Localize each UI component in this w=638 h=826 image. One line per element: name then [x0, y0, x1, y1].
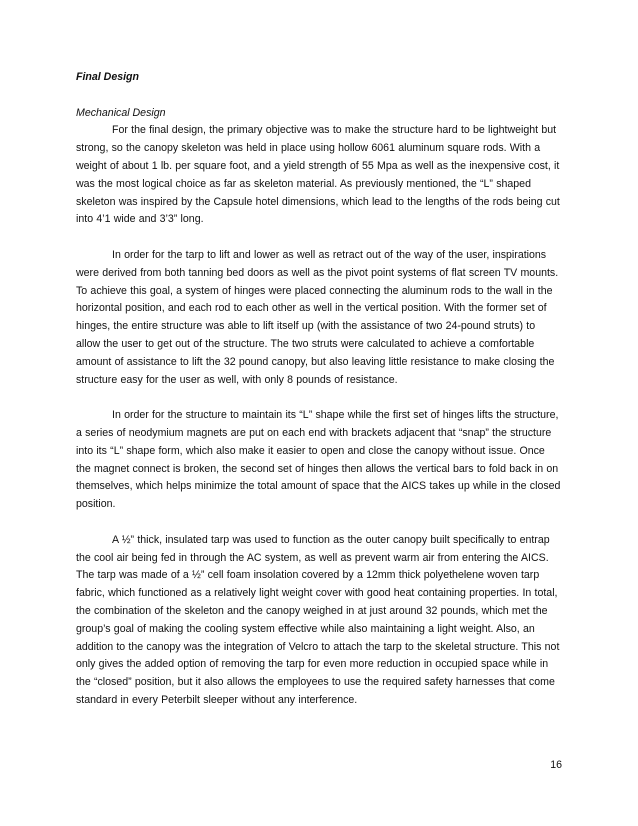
page-number: 16	[550, 759, 562, 771]
page-body	[76, 69, 562, 727]
subsection-title: Mechanical Design	[76, 106, 166, 119]
section-title: Final Design	[76, 71, 139, 83]
paragraph-hinge-system: In order for the tarp to lift and lower as well as retract out of the way of the user, inspirations were derived from both tanning bed doors as well as the pivot point systems of flat screen TV mounts. To achieve this goal, a system of hinges were placed connecting the aluminum rods to the wall in the horizontal position, and each rod to each other as well in the vertical position. With the former set of hinges, the entire structure was able to lift itself up (with the assistance of two 24-pound struts) to allow the user to get out of the structure. The two struts were calculated to achieve a comfortable amount of assistance to lift the 32 pound canopy, but also leaving little resistance to make closing the structure easy for the user as well, with only 8 pounds of resistance.	[76, 248, 559, 386]
paragraph-skeleton-material: For the final design, the primary objective was to make the structure hard to be lightweight but strong, so the canopy skeleton was held in place using hollow 6061 aluminum square rods. With a weight of about 1 lb. per square foot, and a yield strength of 55 Mpa as well as the inexpensive cost, it was the most logical choice as far as skeleton material. As previously mentioned, the “L” shaped skeleton was inspired by the Capsule hotel dimensions, which lead to the lengths of the rods being cut into 4’1 wide and 3’3” long.	[76, 124, 560, 226]
paragraph-insulated-tarp: A ½” thick, insulated tarp was used to function as the outer canopy built specifically to entrap the cool air being fed in through the AC system, as well as prevent warm air from entering the AICS. The tarp was made of a ½” cell foam insolation covered by a 12mm thick polyethelene woven tarp fabric, which functioned as a relatively light weight cover with good heat containing properties. In total, the combination of the skeleton and the canopy weighed in at just around 32 pounds, which met the group’s goal of making the cooling system effective while also maintaining a light weight. Also, an addition to the canopy was the integration of Velcro to attach the tarp to the skeletal structure. This not only gives the added option of removing the tarp for even more reduction in occupied space while in the “closed” position, but it also allows the employees to use the required safety harnesses that come standard in every Peterbilt sleeper without any interference.	[76, 533, 560, 706]
paragraph-magnets: In order for the structure to maintain its “L” shape while the first set of hinges lifts the structure, a series of neodymium magnets are put on each end with brackets adjacent that “snap” the structure into its “L” shape form, which also make it easier to open and close the canopy without issue. Once the magnet connect is broken, the second set of hinges then allows the vertical bars to fold back in on themselves, which helps minimize the total amount of space that the AICS takes up while in the closed position.	[76, 409, 561, 511]
